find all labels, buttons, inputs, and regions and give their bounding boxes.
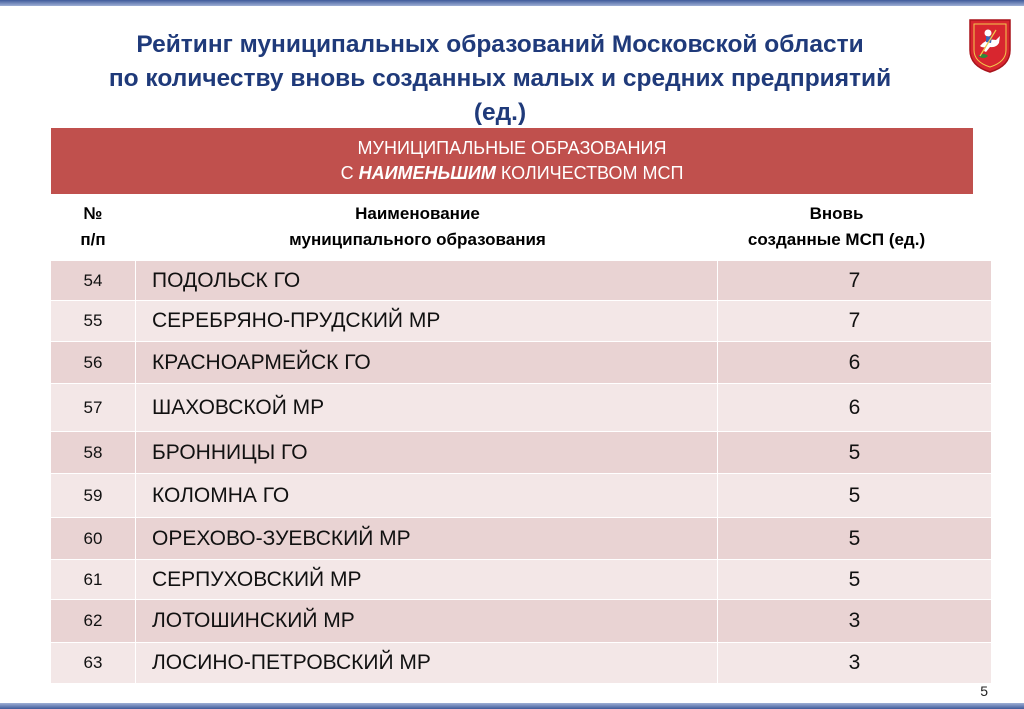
row-value: 5 bbox=[718, 474, 992, 518]
row-value: 3 bbox=[718, 643, 992, 683]
title-line-2: по количеству вновь созданных малых и средних предприятий bbox=[108, 65, 892, 92]
table-row bbox=[51, 600, 992, 643]
row-value: 7 bbox=[718, 261, 992, 301]
row-name: СЕРЕБРЯНО-ПРУДСКИЙ МР bbox=[136, 301, 718, 342]
band-line-2-suffix: КОЛИЧЕСТВОМ МСП bbox=[495, 163, 684, 183]
row-value: 7 bbox=[718, 301, 992, 342]
table-row bbox=[51, 342, 992, 384]
row-name: СЕРПУХОВСКИЙ МР bbox=[136, 560, 718, 600]
row-number: 60 bbox=[51, 518, 136, 560]
row-name: ЛОТОШИНСКИЙ МР bbox=[136, 600, 718, 643]
row-name: ПОДОЛЬСК ГО bbox=[136, 261, 718, 301]
title-line-1: Рейтинг муниципальных образований Московской области bbox=[136, 31, 864, 58]
column-header-value bbox=[700, 194, 973, 260]
band-line-1: МУНИЦИПАЛЬНЫЕ ОБРАЗОВАНИЯ bbox=[357, 138, 667, 158]
row-number: 58 bbox=[51, 432, 136, 474]
row-name: КОЛОМНА ГО bbox=[136, 474, 718, 518]
table-row bbox=[51, 261, 992, 301]
row-number: 62 bbox=[51, 600, 136, 643]
row-value: 5 bbox=[718, 518, 992, 560]
row-number: 59 bbox=[51, 474, 136, 518]
column-header-number bbox=[51, 194, 135, 260]
row-number: 63 bbox=[51, 643, 136, 683]
column-header-name bbox=[135, 194, 700, 260]
bottom-decor-bar bbox=[0, 703, 1024, 709]
row-number: 61 bbox=[51, 560, 136, 600]
row-name: ОРЕХОВО-ЗУЕВСКИЙ МР bbox=[136, 518, 718, 560]
column-header-value-line-2: созданные МСП (ед.) bbox=[747, 230, 926, 249]
top-decor-bar bbox=[0, 0, 1024, 6]
row-number: 56 bbox=[51, 342, 136, 384]
row-number: 57 bbox=[51, 384, 136, 432]
row-number: 55 bbox=[51, 301, 136, 342]
page-number: 5 bbox=[980, 683, 988, 699]
column-header-number-line-2: п/п bbox=[80, 230, 106, 249]
table-row bbox=[51, 518, 992, 560]
coat-of-arms-icon bbox=[966, 16, 1014, 74]
table-row bbox=[51, 301, 992, 342]
band-line-2-prefix: С bbox=[340, 163, 359, 183]
row-name: БРОННИЦЫ ГО bbox=[136, 432, 718, 474]
table-header-band bbox=[51, 128, 973, 194]
row-value: 6 bbox=[718, 384, 992, 432]
column-header-number-line-1: № bbox=[83, 204, 103, 223]
row-value: 6 bbox=[718, 342, 992, 384]
page-title bbox=[0, 28, 1000, 130]
title-line-3: (ед.) bbox=[473, 99, 527, 126]
table-row bbox=[51, 474, 992, 518]
row-name: КРАСНОАРМЕЙСК ГО bbox=[136, 342, 718, 384]
table-row bbox=[51, 643, 992, 683]
row-number: 54 bbox=[51, 261, 136, 301]
table-body bbox=[51, 260, 992, 683]
rating-table bbox=[51, 128, 973, 683]
column-headers bbox=[51, 194, 973, 260]
column-header-value-line-1: Вновь bbox=[809, 204, 864, 223]
table-row bbox=[51, 384, 992, 432]
column-header-name-line-1: Наименование bbox=[355, 204, 480, 223]
row-name: ЛОСИНО-ПЕТРОВСКИЙ МР bbox=[136, 643, 718, 683]
row-value: 5 bbox=[718, 432, 992, 474]
band-line-2 bbox=[51, 161, 973, 186]
row-name: ШАХОВСКОЙ МР bbox=[136, 384, 718, 432]
band-line-2-emphasis: НАИМЕНЬШИМ bbox=[358, 163, 496, 183]
row-value: 3 bbox=[718, 600, 992, 643]
table-row bbox=[51, 560, 992, 600]
row-value: 5 bbox=[718, 560, 992, 600]
column-header-name-line-2: муниципального образования bbox=[289, 230, 546, 249]
table-row bbox=[51, 432, 992, 474]
